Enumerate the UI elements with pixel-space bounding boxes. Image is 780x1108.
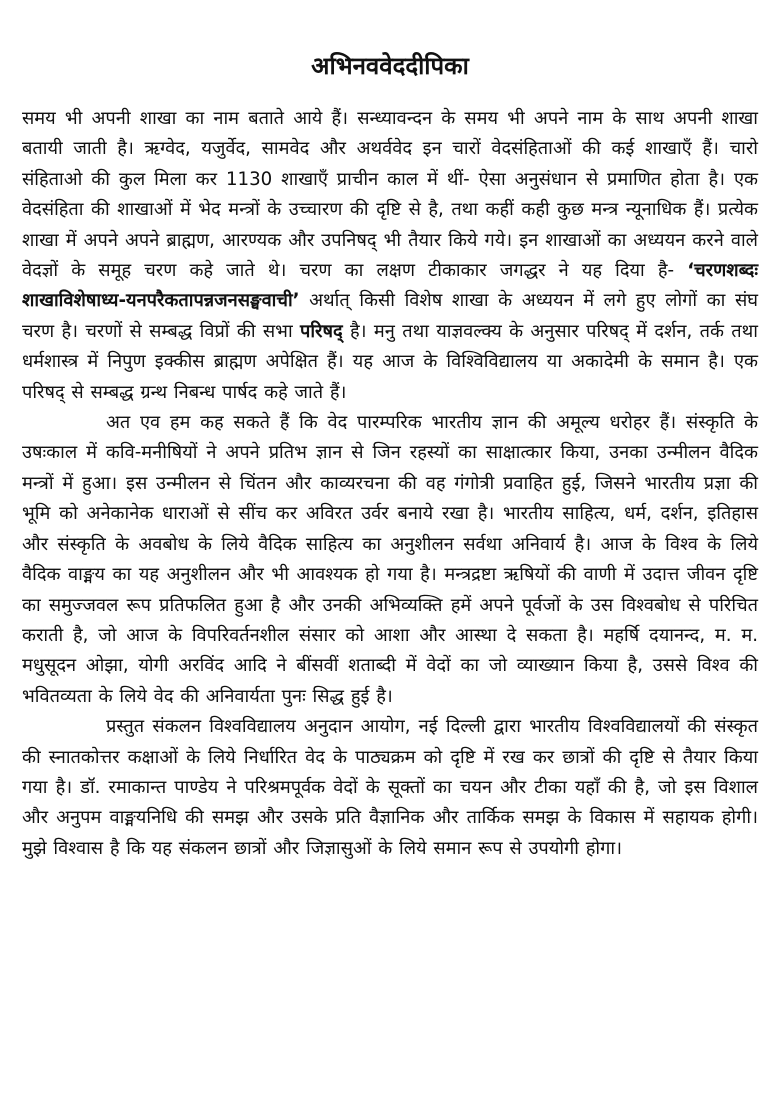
paragraph-1-text-a: समय भी अपनी शाखा का नाम बताते आये हैं। सन्ध्यावन्दन के समय भी अपने नाम के साथ अपनी शाखा बतायी जाती है। ऋग्वेद, यजुर्वेद, सामवेद और अथर्ववेद इन चारों वेदसंहिताओं की कई शाखाएँ हैं। चारो संहिताओ की कुल मिला कर 1130 शाखाएँ प्राचीन काल में थीं- ऐसा अनुसंधान से प्रमाणित होता है। एक वेदसंहिता की शाखाओं में भेद मन्त्रों के उच्चारण की दृष्टि से है, तथा कहीं कही कुछ मन्त्र न्यूनाधिक हैं। प्रत्येक शाखा में अपने अपने ब्राह्मण, आरण्यक और उपनिषद् भी तैयार किये गये। इन शाखाओं का अध्ययन करने वाले वेदज्ञों के समूह चरण कहे जाते थे। चरण का लक्षण टीकाकार जगद्धर ने यह दिया है- [22, 108, 758, 282]
paragraph-1 [22, 104, 758, 408]
paragraph-3: प्रस्तुत संकलन विश्वविद्यालय अनुदान आयोग, नई दिल्ली द्वारा भारतीय विश्वविद्यालयों की संस्कृत की स्नातकोत्तर कक्षाओं के लिये निर्धारित वेद के पाठ्यक्रम को दृष्टि में रख कर छात्रों की दृष्टि से तैयार किया गया है। डॉ. रमाकान्त पाण्डेय ने परिश्रमपूर्वक वेदों के सूक्तों का चयन और टीका यहाँ की है, जो इस विशाल और अनुपम वाङ्मयनिधि की समझ और उसके प्रति वैज्ञानिक और तार्किक समझ के विकास में सहायक होगी। मुझे विश्वास है कि यह संकलन छात्रों और जिज्ञासुओं के लिये समान रूप से उपयोगी होगा। [22, 716, 758, 859]
paragraph-1-text-c: है। मनु तथा याज्ञवल्क्य के अनुसार परिषद् में दर्शन, तर्क तथा धर्मशास्त्र में निपुण इक्कीस ब्राह्मण अपेक्षित हैं। यह आज के विश्विविद्यालय या अकादेमी के समान है। एक परिषद् से सम्बद्ध ग्रन्थ निबन्ध पार्षद कहे जाते हैं। [22, 320, 758, 403]
sanskrit-quote: ‘चरणशब्दः शाखाविशेषाध्य-यनपरैकतापन्नजनसङ्घवाची’ [22, 260, 758, 312]
paragraph-1-text-b: अर्थात् किसी विशेष शाखा के अध्ययन में लगे हुए लोगों का संघ चरण है। चरणों से सम्बद्ध विप्रों की सभा [22, 290, 758, 342]
paragraph-2: अत एव हम कह सकते हैं कि वेद पारम्परिक भारतीय ज्ञान की अमूल्य धरोहर हैं। संस्कृति के उषःकाल में कवि-मनीषियों ने अपने प्रतिभ ज्ञान से जिन रहस्यों का साक्षात्कार किया, उनका उन्मीलन वैदिक मन्त्रों में हुआ। इस उन्मीलन से चिंतन और काव्यरचना की वह गंगोत्री प्रवाहित हुई, जिसने भारतीय प्रज्ञा की भूमि को अनेकानेक धाराओं से सींच कर अविरत उर्वर बनाये रखा है। भारतीय साहित्य, धर्म, दर्शन, इतिहास और संस्कृति के अवबोध के लिये वैदिक साहित्य का अनुशीलन सर्वथा अनिवार्य है। आज के विश्व के लिये वैदिक वाङ्मय का यह अनुशीलन और भी आवश्यक हो गया है। मन्त्रद्रष्टा ऋषियों की वाणी में उदात्त जीवन दृष्टि का समुज्जवल रूप प्रतिफलित हुआ है और उनकी अभिव्यक्ति हमें अपने पूर्वजों के उस विश्वबोध से परिचित कराती है, जो आज के विपरिवर्तनशील संसार को आशा और आस्था दे सकता है। महर्षि दयानन्द, म. म. मधुसूदन ओझा, योगी अरविंद आदि ने बींसवीं शताब्दी में वेदों का जो व्याख्यान किया है, उससे विश्व की भवितव्यता के लिये वेद की अनिवार्यता पुनः सिद्ध हुई है। [22, 412, 758, 707]
page-title: अभिनववेददीपिका [311, 52, 469, 80]
term-parishad: परिषद् [300, 320, 343, 342]
